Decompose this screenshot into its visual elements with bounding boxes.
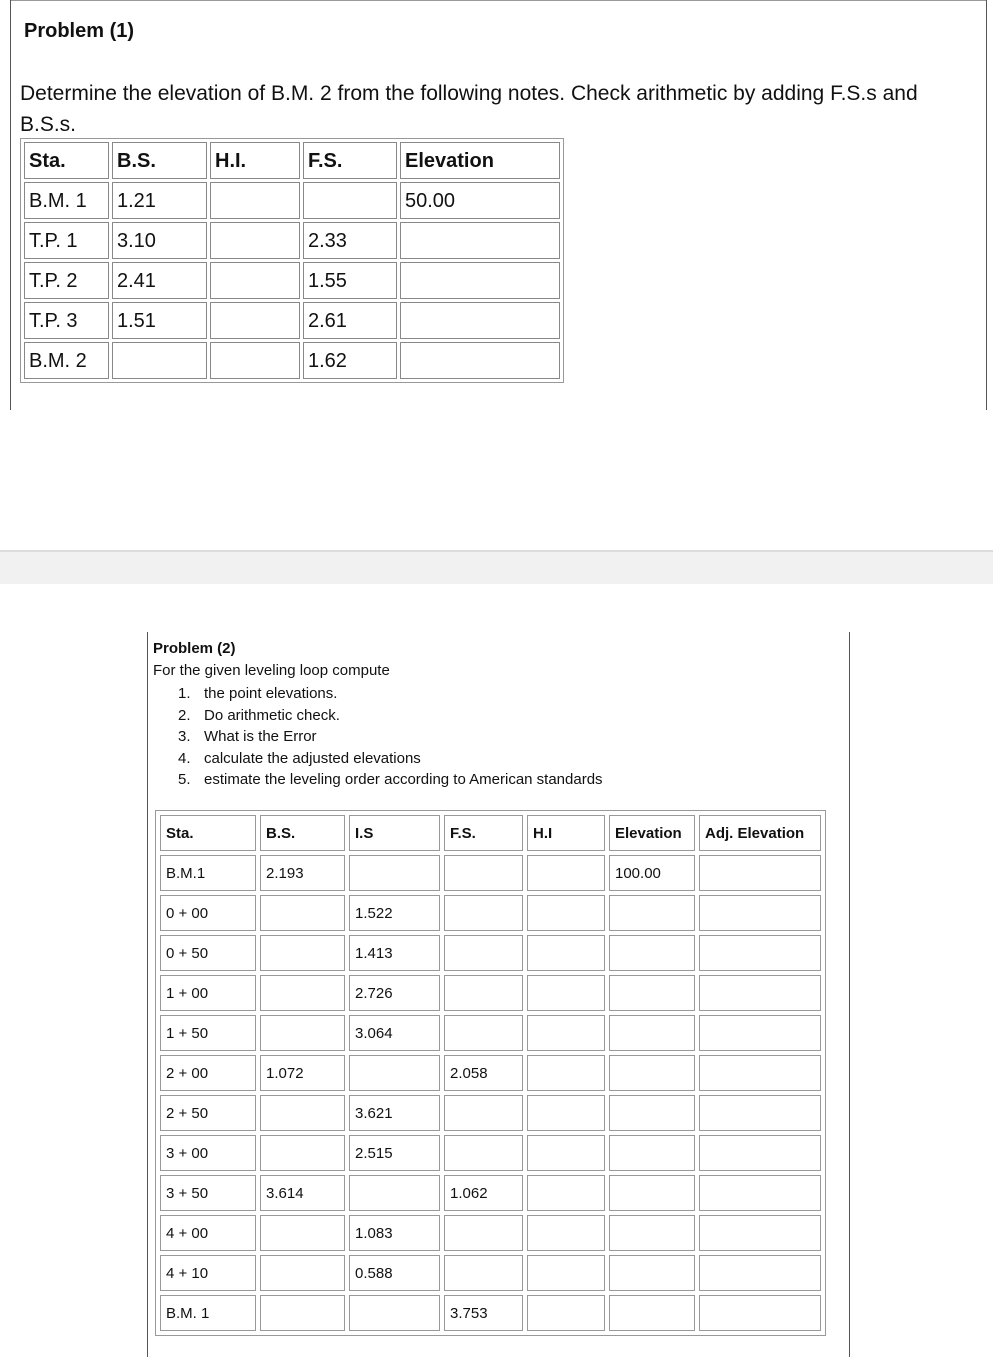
- cell-adj-elevation: [699, 1255, 821, 1291]
- cell-fs: [444, 1255, 523, 1291]
- header-hi: H.I.: [210, 142, 300, 179]
- cell-is: 3.064: [349, 1015, 440, 1051]
- header-sta: Sta.: [24, 142, 109, 179]
- list-item-text: Do arithmetic check.: [204, 706, 340, 724]
- cell-is: [349, 1295, 440, 1331]
- table-row: [24, 262, 560, 299]
- cell-bs: [112, 342, 207, 379]
- cell-bs: [260, 1255, 345, 1291]
- cell-elevation: [400, 342, 560, 379]
- cell-adj-elevation: [699, 975, 821, 1011]
- cell-fs: [444, 1095, 523, 1131]
- cell-elevation: [609, 1295, 695, 1331]
- cell-sta: 4 + 00: [160, 1215, 256, 1251]
- card-left-border: [147, 632, 148, 1357]
- card-left-border: [10, 0, 11, 410]
- cell-sta: 2 + 50: [160, 1095, 256, 1131]
- list-item-text: the point elevations.: [204, 685, 338, 702]
- cell-bs: 3.614: [260, 1175, 345, 1211]
- table-row: [160, 1095, 821, 1131]
- cell-elevation: [609, 1095, 695, 1131]
- card-right-border: [986, 0, 987, 410]
- table-row: [160, 1135, 821, 1171]
- cell-sta: T.P. 2: [24, 262, 109, 299]
- table-row: [160, 935, 821, 971]
- cell-sta: 1 + 00: [160, 975, 256, 1011]
- cell-sta: 3 + 50: [160, 1175, 256, 1211]
- cell-elevation: [609, 1135, 695, 1171]
- cell-fs: 1.62: [303, 342, 397, 379]
- list-item-number: 2.: [178, 706, 191, 724]
- cell-elevation: [609, 975, 695, 1011]
- header-adj-elevation: Adj. Elevation: [699, 815, 821, 851]
- cell-hi: [527, 935, 605, 971]
- cell-elevation: [400, 222, 560, 259]
- cell-sta: B.M.1: [160, 855, 256, 891]
- cell-sta: 2 + 00: [160, 1055, 256, 1091]
- table-row: [160, 975, 821, 1011]
- list-item-number: 5.: [178, 771, 191, 789]
- cell-sta: B.M. 2: [24, 342, 109, 379]
- list-item-number: 3.: [178, 728, 191, 746]
- cell-elevation: [609, 1255, 695, 1291]
- cell-bs: 2.193: [260, 855, 345, 891]
- list-item-number: 1.: [178, 685, 191, 702]
- cell-is: 2.515: [349, 1135, 440, 1171]
- cell-elevation: [609, 1055, 695, 1091]
- cell-bs: [260, 935, 345, 971]
- cell-fs: [444, 895, 523, 931]
- cell-adj-elevation: [699, 895, 821, 931]
- list-item-text: calculate the adjusted elevations: [204, 749, 421, 767]
- cell-elevation: 100.00: [609, 855, 695, 891]
- cell-elevation: 50.00: [400, 182, 560, 219]
- cell-is: [349, 855, 440, 891]
- cell-fs: [444, 1015, 523, 1051]
- cell-adj-elevation: [699, 1015, 821, 1051]
- problem1-statement: Determine the elevation of B.M. 2 from the following notes. Check arithmetic by adding F.S.s and B.S.s.: [20, 82, 918, 136]
- cell-bs: 1.072: [260, 1055, 345, 1091]
- problem2-intro: For the given leveling loop compute: [153, 662, 390, 679]
- cell-bs: [260, 1295, 345, 1331]
- cell-adj-elevation: [699, 855, 821, 891]
- header-sta: Sta.: [160, 815, 256, 851]
- header-elevation: Elevation: [400, 142, 560, 179]
- cell-bs: 1.21: [112, 182, 207, 219]
- cell-hi: [527, 1135, 605, 1171]
- cell-adj-elevation: [699, 1095, 821, 1131]
- problem2-leveling-loop-table: [155, 810, 826, 1336]
- cell-elevation: [400, 302, 560, 339]
- cell-hi: [527, 975, 605, 1011]
- problem2-title: Problem (2): [153, 640, 236, 657]
- cell-hi: [527, 895, 605, 931]
- cell-hi: [210, 222, 300, 259]
- header-bs: B.S.: [260, 815, 345, 851]
- cell-fs: [303, 182, 397, 219]
- cell-bs: [260, 895, 345, 931]
- table-row: [160, 1175, 821, 1211]
- cell-is: 2.726: [349, 975, 440, 1011]
- list-item-text: What is the Error: [204, 728, 317, 746]
- cell-fs: 2.058: [444, 1055, 523, 1091]
- cell-bs: 2.41: [112, 262, 207, 299]
- section-divider: [0, 550, 993, 584]
- cell-hi: [527, 1295, 605, 1331]
- cell-is: 1.413: [349, 935, 440, 971]
- cell-adj-elevation: [699, 935, 821, 971]
- problem2-task-list: [178, 683, 603, 791]
- header-fs: F.S.: [303, 142, 397, 179]
- table-row: [160, 1295, 821, 1331]
- table-row: [24, 342, 560, 379]
- cell-sta: 0 + 00: [160, 895, 256, 931]
- cell-fs: 1.062: [444, 1175, 523, 1211]
- card-right-border: [849, 632, 850, 1357]
- cell-fs: [444, 855, 523, 891]
- table-row: [24, 302, 560, 339]
- cell-sta: 0 + 50: [160, 935, 256, 971]
- cell-adj-elevation: [699, 1295, 821, 1331]
- cell-hi: [527, 855, 605, 891]
- table-row: [160, 1055, 821, 1091]
- cell-is: 1.522: [349, 895, 440, 931]
- cell-hi: [527, 1055, 605, 1091]
- cell-fs: [444, 1135, 523, 1171]
- table-row: [160, 855, 821, 891]
- cell-fs: 3.753: [444, 1295, 523, 1331]
- cell-bs: [260, 1135, 345, 1171]
- cell-hi: [210, 342, 300, 379]
- header-fs: F.S.: [444, 815, 523, 851]
- table-header-row: [24, 142, 560, 179]
- cell-elevation: [609, 895, 695, 931]
- cell-hi: [210, 182, 300, 219]
- cell-hi: [527, 1255, 605, 1291]
- card-top-border: [10, 0, 986, 1]
- cell-adj-elevation: [699, 1135, 821, 1171]
- table-row: [24, 182, 560, 219]
- cell-bs: 3.10: [112, 222, 207, 259]
- cell-elevation: [609, 1175, 695, 1211]
- cell-sta: 1 + 50: [160, 1015, 256, 1051]
- cell-elevation: [609, 1215, 695, 1251]
- table-row: [160, 1255, 821, 1291]
- cell-is: 0.588: [349, 1255, 440, 1291]
- cell-hi: [527, 1015, 605, 1051]
- cell-sta: 3 + 00: [160, 1135, 256, 1171]
- cell-hi: [210, 262, 300, 299]
- table-row: [160, 895, 821, 931]
- cell-sta: T.P. 3: [24, 302, 109, 339]
- cell-bs: [260, 975, 345, 1011]
- cell-is: [349, 1175, 440, 1211]
- cell-hi: [527, 1175, 605, 1211]
- cell-elevation: [400, 262, 560, 299]
- cell-hi: [527, 1215, 605, 1251]
- cell-elevation: [609, 935, 695, 971]
- table-row: [160, 1015, 821, 1051]
- cell-fs: [444, 1215, 523, 1251]
- cell-fs: 2.33: [303, 222, 397, 259]
- table-row: [24, 222, 560, 259]
- cell-sta: T.P. 1: [24, 222, 109, 259]
- cell-sta: B.M. 1: [160, 1295, 256, 1331]
- cell-bs: 1.51: [112, 302, 207, 339]
- list-item: [178, 705, 603, 727]
- list-item: [178, 726, 603, 748]
- table-header-row: [160, 815, 821, 851]
- cell-fs: 1.55: [303, 262, 397, 299]
- list-item: [178, 683, 603, 705]
- table-row: [160, 1215, 821, 1251]
- cell-bs: [260, 1015, 345, 1051]
- cell-sta: 4 + 10: [160, 1255, 256, 1291]
- cell-adj-elevation: [699, 1175, 821, 1211]
- problem1-title: Problem (1): [24, 20, 135, 42]
- cell-adj-elevation: [699, 1055, 821, 1091]
- cell-hi: [527, 1095, 605, 1131]
- list-item: [178, 769, 603, 791]
- list-item-text: estimate the leveling order according to American standards: [204, 771, 603, 789]
- list-item: [178, 748, 603, 770]
- cell-fs: [444, 975, 523, 1011]
- cell-bs: [260, 1215, 345, 1251]
- cell-is: 1.083: [349, 1215, 440, 1251]
- cell-is: 3.621: [349, 1095, 440, 1131]
- header-elevation: Elevation: [609, 815, 695, 851]
- header-hi: H.I: [527, 815, 605, 851]
- cell-is: [349, 1055, 440, 1091]
- cell-hi: [210, 302, 300, 339]
- list-item-number: 4.: [178, 749, 191, 767]
- cell-elevation: [609, 1015, 695, 1051]
- cell-bs: [260, 1095, 345, 1131]
- cell-adj-elevation: [699, 1215, 821, 1251]
- cell-sta: B.M. 1: [24, 182, 109, 219]
- header-is: I.S: [349, 815, 440, 851]
- header-bs: B.S.: [112, 142, 207, 179]
- cell-fs: [444, 935, 523, 971]
- cell-fs: 2.61: [303, 302, 397, 339]
- problem1-level-notes-table: [20, 138, 564, 383]
